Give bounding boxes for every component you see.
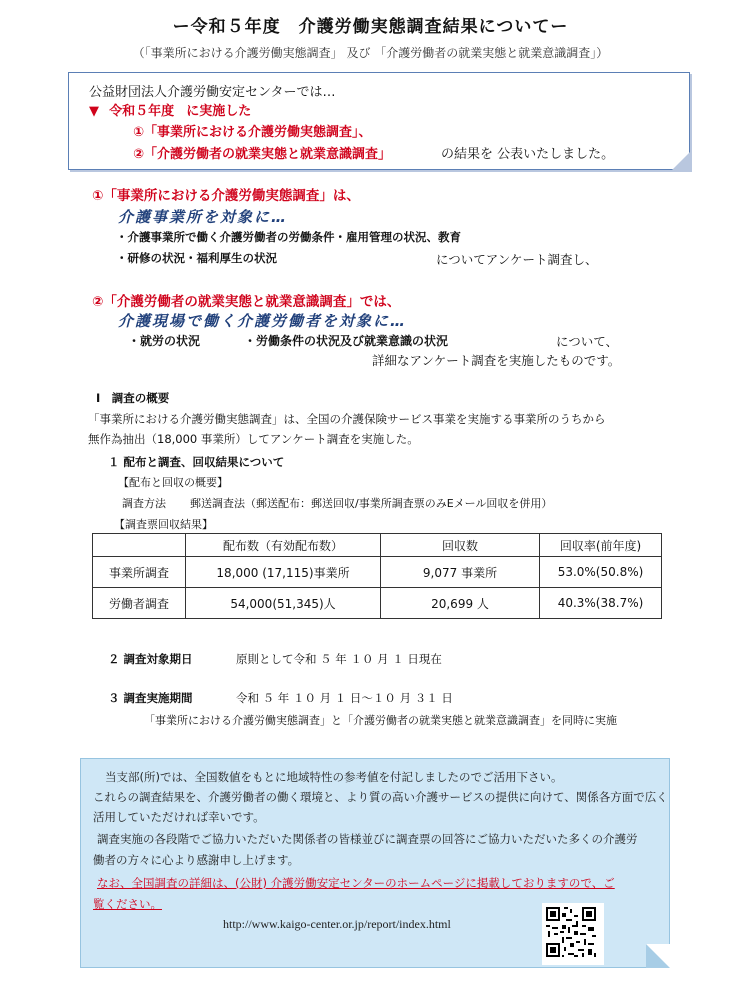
callout-result: の結果を 公表いたしました。 — [441, 147, 615, 162]
section-2-heading: ２ 調査対象期日 — [108, 652, 193, 666]
table-header-row — [93, 534, 662, 557]
survey2-bullet-2: ・労働条件の状況及び就業意識の状況 — [244, 334, 449, 348]
method-key: 調査方法 — [122, 497, 166, 510]
table-cell: 18,000 (17,115)事業所 — [186, 557, 381, 588]
table-cell: 54,000(51,345)人 — [186, 588, 381, 619]
survey2-bullet-1: ・就労の状況 — [128, 334, 201, 348]
table-cell: 53.0%(50.8%) — [540, 557, 662, 588]
callout-tail — [672, 152, 690, 170]
section-1-heading: １ 配布と調査、回収結果について — [108, 455, 285, 469]
notice-line-1: 当支部(所)では、全国数値をもとに地域特性の参考値を付記しましたのでご活用下さい。 — [105, 770, 563, 784]
page-subtitle: （「事業所における介護労働実態調査」 及び 「介護労働者の就業実態と就業意識調査」） — [132, 46, 609, 60]
callout-implemented: に実施した — [186, 104, 252, 119]
table-cell: 労働者調査 — [93, 588, 186, 619]
announcement-callout — [68, 72, 690, 170]
overview-text-2: 無作為抽出（18,000 事業所）してアンケート調査を実施した。 — [88, 432, 419, 446]
notice-line-4: 調査実施の各段階でご協力いただいた関係者の皆様並びに調査票の回答にご協力いただいた多くの介護労 — [97, 832, 638, 846]
survey1-bullet-1: ・介護事業所で働く介護労働者の労働条件・雇用管理の状況、教育 — [116, 230, 461, 244]
table-cell: 9,077 事業所 — [381, 557, 540, 588]
collection-results-table — [92, 533, 662, 619]
notice-line-3: 活用していただければ幸いです。 — [93, 810, 265, 824]
notice-line-2: これらの調査結果を、介護労働者の働く環境と、より質の高い介護サービスの提供に向けて、関係各方面で広く — [93, 790, 668, 804]
callout-intro: 公益財団法人介護労働安定センターでは… — [89, 85, 336, 100]
notice-line-7: 覧ください。 — [93, 897, 162, 911]
callout-item-1: ①「事業所における介護労働実態調査」、 — [133, 125, 372, 140]
table-header: 回収率(前年度) — [540, 534, 662, 557]
result-label: 【調査票回収結果】 — [114, 518, 213, 531]
survey2-heading: ②「介護労働者の就業実態と就業意識調査」では、 — [92, 294, 401, 310]
survey1-target: 介護事業所を対象に… — [118, 208, 289, 226]
qr-code-icon — [542, 903, 604, 965]
survey1-ending: についてアンケート調査し、 — [436, 252, 598, 267]
table-cell: 20,699 人 — [381, 588, 540, 619]
table-header: 配布数（有効配布数） — [186, 534, 381, 557]
section-2-value: 原則として令和 ５ 年 １０ 月 １ 日現在 — [236, 652, 442, 666]
callout-item-2: ②「介護労働者の就業実態と就業意識調査」 — [133, 147, 392, 162]
table-header — [93, 534, 186, 557]
triangle-down-icon: ▼ — [89, 104, 99, 119]
survey2-ending-1: について、 — [556, 334, 619, 349]
survey1-bullet-2: ・研修の状況・福利厚生の状況 — [116, 251, 277, 265]
report-url-link[interactable]: http://www.kaigo-center.or.jp/report/index.html — [223, 917, 451, 931]
page-title: ー令和５年度 介護労働実態調査結果についてー — [172, 17, 569, 37]
table-row — [93, 557, 662, 588]
section-3-note: 「事業所における介護労働実態調査」と「介護労働者の就業実態と就業意識調査」を同時に実施 — [144, 714, 617, 727]
overview-heading: Ⅰ 調査の概要 — [96, 391, 170, 405]
section-3-value: 令和 ５ 年 １０ 月 １ 日〜１０ 月 ３１ 日 — [236, 691, 453, 705]
survey2-target: 介護現場で働く介護労働者を対象に… — [118, 312, 408, 330]
notice-line-6: なお、全国調査の詳細は、(公財) 介護労働安定センターのホームページに掲載しておりますので、ご — [97, 876, 615, 890]
overview-text-1: 「事業所における介護労働実態調査」は、全国の介護保険サービス事業を実施する事業所のうちから — [88, 412, 606, 426]
method-value: 郵送調査法（郵送配布：郵送回収/事業所調査票のみEメール回収を併用） — [190, 497, 553, 510]
callout-year: 令和５年度 — [109, 104, 175, 119]
table-cell: 40.3%(38.7%) — [540, 588, 662, 619]
table-cell: 事業所調査 — [93, 557, 186, 588]
survey1-heading: ①「事業所における介護労働実態調査」は、 — [92, 188, 360, 204]
survey2-ending-2: 詳細なアンケート調査を実施したものです。 — [372, 353, 621, 368]
section-3-heading: ３ 調査実施期間 — [108, 691, 193, 705]
method-label: 【配布と回収の概要】 — [118, 476, 228, 489]
table-row — [93, 588, 662, 619]
page-fold-corner — [646, 944, 670, 968]
table-header: 回収数 — [381, 534, 540, 557]
notice-line-5: 働者の方々に心より感謝申し上げます。 — [93, 853, 300, 867]
